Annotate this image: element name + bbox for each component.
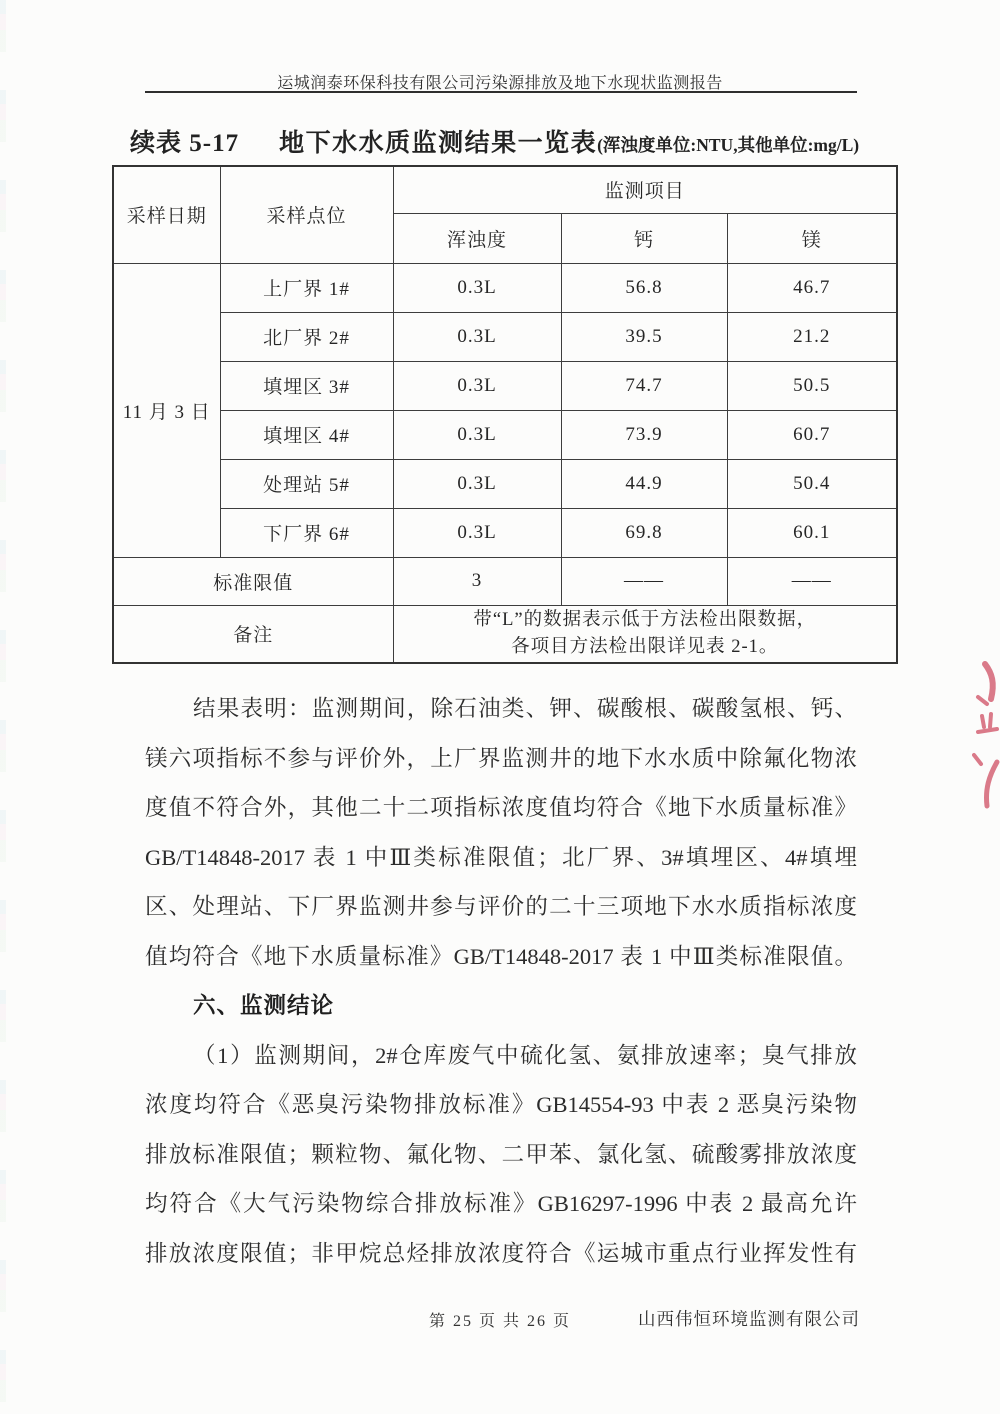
body-line: 排放标准限值；颗粒物、氟化物、二甲苯、氯化氢、硫酸雾排放浓度 — [145, 1141, 857, 1167]
section-heading: 六、监测结论 — [193, 993, 335, 1018]
limit-row — [113, 557, 897, 605]
note-line-1: 带“L”的数据表示低于方法检出限数据， — [473, 609, 817, 630]
point-cell: 填埋区 4# — [220, 410, 393, 459]
table-row — [113, 410, 897, 459]
page-number: 第 25 页 共 26 页 — [428, 1313, 571, 1330]
magnesium-cell: 60.7 — [727, 410, 897, 459]
table-row — [113, 263, 897, 312]
turbidity-cell: 0.3L — [393, 508, 561, 557]
magnesium-cell: 21.2 — [727, 312, 897, 361]
calcium-cell: 56.8 — [561, 263, 727, 312]
body-line: 均符合《大气污染物综合排放标准》GB16297-1996 中表 2 最高允许 — [145, 1191, 857, 1216]
magnesium-cell: 46.7 — [727, 263, 897, 312]
table-row — [113, 361, 897, 410]
body-line: （1）监测期间，2#仓库废气中硫化氢、氨排放速率；臭气排放 — [193, 1042, 857, 1068]
body-line: 值均符合《地下水质量标准》GB/T14848-2017 表 1 中Ⅲ类标准限值。 — [145, 943, 857, 969]
body-text — [145, 684, 857, 1278]
body-line: 区、处理站、下厂界监测井参与评价的二十三项地下水水质指标浓度 — [145, 894, 857, 919]
calcium-cell: 39.5 — [561, 312, 727, 361]
limit-turbidity: 3 — [393, 557, 561, 605]
note-line-2: 各项目方法检出限详见表 2-1。 — [511, 636, 779, 657]
note-content — [393, 605, 897, 663]
scan-noise-strip — [0, 0, 6, 1414]
table-title-number: 续表 5-17 — [130, 130, 240, 157]
header-divider — [145, 91, 857, 93]
note-label: 备注 — [113, 605, 393, 663]
table-title-text: 地下水水质监测结果一览表 — [279, 130, 598, 157]
calcium-cell: 73.9 — [561, 410, 727, 459]
limit-calcium: —— — [561, 557, 727, 605]
footer-company: 山西伟恒环境监测有限公司 — [638, 1309, 860, 1329]
turbidity-cell: 0.3L — [393, 361, 561, 410]
table-title-units: (浑浊度单位:NTU,其他单位:mg/L) — [597, 135, 860, 155]
magnesium-cell: 60.1 — [727, 508, 897, 557]
table-title — [130, 123, 890, 159]
note-row — [113, 605, 897, 663]
body-line: 浓度均符合《恶臭污染物排放标准》GB14554-93 中表 2 恶臭污染物 — [145, 1092, 857, 1117]
col-header-point: 采样点位 — [220, 166, 393, 263]
point-cell: 上厂界 1# — [220, 263, 393, 312]
magnesium-cell: 50.4 — [727, 459, 897, 508]
magnesium-cell: 50.5 — [727, 361, 897, 410]
col-header-calcium: 钙 — [561, 213, 727, 263]
limit-magnesium: —— — [727, 557, 897, 605]
point-cell: 处理站 5# — [220, 459, 393, 508]
red-seal-fragment — [948, 655, 1000, 815]
body-line: GB/T14848-2017 表 1 中Ⅲ类标准限值；北厂界、3#填埋区、4#填埋 — [145, 844, 857, 870]
body-line: 排放浓度限值；非甲烷总烃排放浓度符合《运城市重点行业挥发性有 — [145, 1240, 857, 1266]
body-line: 结果表明：监测期间，除石油类、钾、碳酸根、碳酸氢根、钙、 — [193, 696, 857, 721]
point-cell: 北厂界 2# — [220, 312, 393, 361]
calcium-cell: 44.9 — [561, 459, 727, 508]
table-row — [113, 508, 897, 557]
col-header-turbidity: 浑浊度 — [393, 213, 561, 263]
table-row — [113, 312, 897, 361]
col-header-date: 采样日期 — [113, 166, 220, 263]
date-cell: 11 月 3 日 — [113, 263, 220, 557]
monitoring-results-table — [112, 165, 898, 664]
col-header-magnesium: 镁 — [727, 213, 897, 263]
point-cell: 下厂界 6# — [220, 508, 393, 557]
body-line: 镁六项指标不参与评价外，上厂界监测井的地下水水质中除氟化物浓 — [145, 745, 857, 771]
turbidity-cell: 0.3L — [393, 410, 561, 459]
turbidity-cell: 0.3L — [393, 312, 561, 361]
point-cell: 填埋区 3# — [220, 361, 393, 410]
turbidity-cell: 0.3L — [393, 459, 561, 508]
calcium-cell: 74.7 — [561, 361, 727, 410]
table-row — [113, 459, 897, 508]
body-line: 度值不符合外，其他二十二项指标浓度值均符合《地下水质量标准》 — [145, 795, 857, 820]
calcium-cell: 69.8 — [561, 508, 727, 557]
col-header-group: 监测项目 — [393, 166, 897, 213]
limit-label: 标准限值 — [113, 557, 393, 605]
turbidity-cell: 0.3L — [393, 263, 561, 312]
running-header: 运城润泰环保科技有限公司污染源排放及地下水现状监测报告 — [277, 75, 723, 92]
